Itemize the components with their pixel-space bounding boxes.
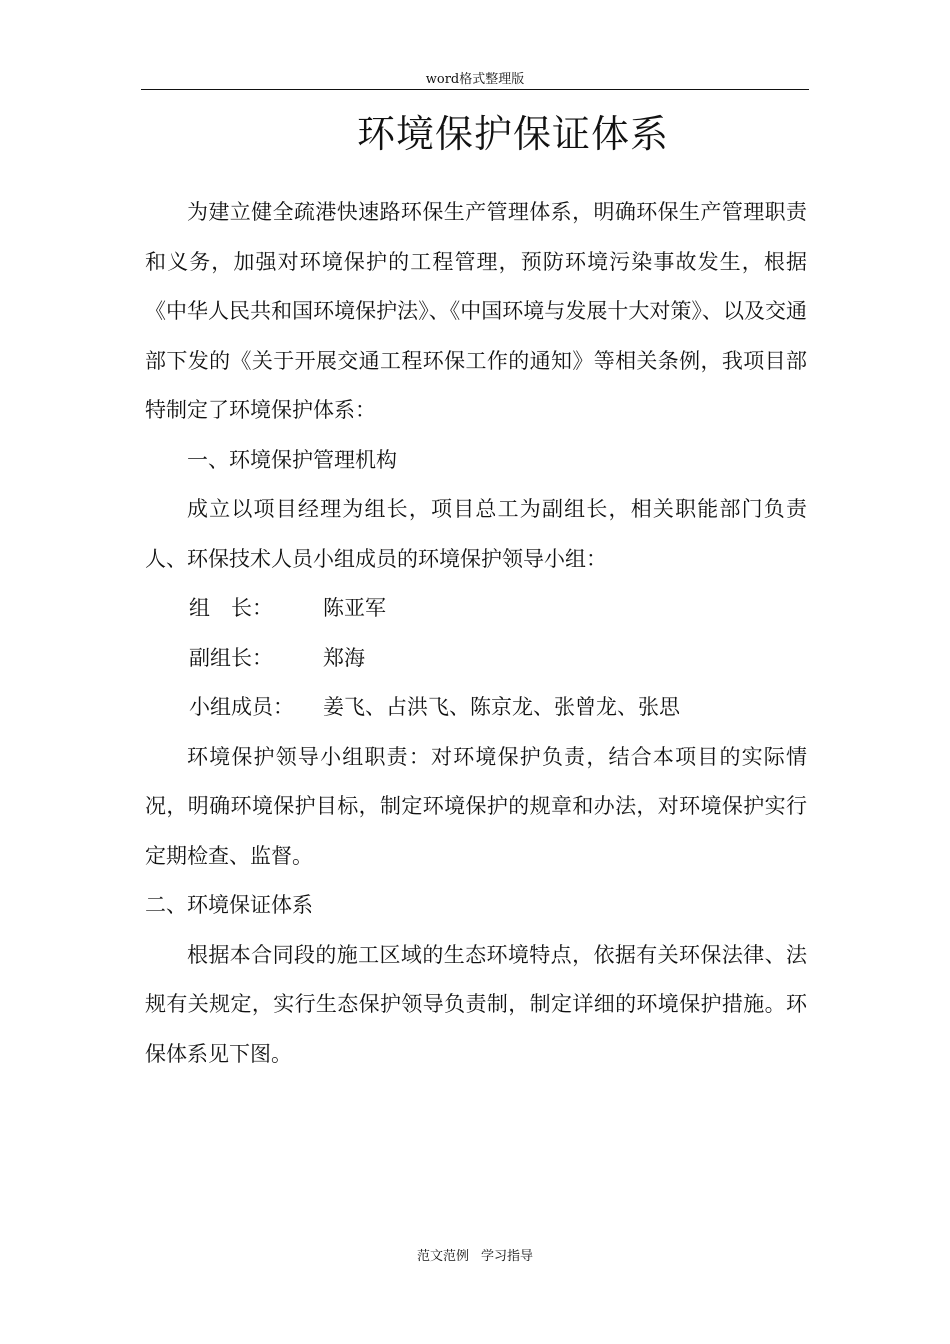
- document-title: 环境保护保证体系: [356, 112, 669, 156]
- footer-left-text: 范文范例: [416, 1249, 469, 1264]
- page-header: word格式整理版: [425, 72, 525, 87]
- member-value: 郑海: [323, 645, 365, 670]
- member-row-members: [145, 683, 807, 733]
- member-row-leader: [145, 584, 807, 634]
- member-row-deputy: [145, 634, 807, 684]
- intro-paragraph: 为建立健全疏港快速路环保生产管理体系，明确环保生产管理职责和义务，加强对环境保护的工程管理，预防环境污染事故发生，根据《中华人民共和国环境保护法》、《中国环境与发展十大对策》、以及交通部下发的《关于开展交通工程环保工作的通知》等相关条例，我项目部特制定了环境保护体系：: [145, 200, 807, 422]
- footer-right-text: 学习指导: [481, 1249, 534, 1264]
- system-paragraph: 根据本合同段的施工区域的生态环境特点，依据有关环保法律、法规有关规定，实行生态保护领导负责制，制定详细的环境保护措施。环保体系见下图。: [145, 942, 807, 1066]
- duties-paragraph: 环境保护领导小组职责：对环境保护负责，结合本项目的实际情况，明确环境保护目标，制定环境保护的规章和办法，对环境保护实行定期检查、监督。: [145, 744, 807, 868]
- member-label: 组 长：: [189, 596, 273, 620]
- section-heading-management: 一、环境保护管理机构: [187, 447, 397, 472]
- header-divider: [141, 89, 809, 90]
- section-heading-system: 二、环境保证体系: [145, 893, 313, 917]
- member-label: 副组长：: [189, 645, 273, 670]
- organization-paragraph: 成立以项目经理为组长，项目总工为副组长，相关职能部门负责人、环保技术人员小组成员的环境保护领导小组：: [145, 497, 807, 571]
- member-label: 小组成员：: [189, 695, 294, 719]
- member-value: 陈亚军: [323, 596, 386, 620]
- document-body: [145, 188, 807, 1079]
- member-value: 姜飞、占洪飞、陈京龙、张曾龙、张思: [323, 695, 680, 719]
- page-footer: [141, 1249, 809, 1265]
